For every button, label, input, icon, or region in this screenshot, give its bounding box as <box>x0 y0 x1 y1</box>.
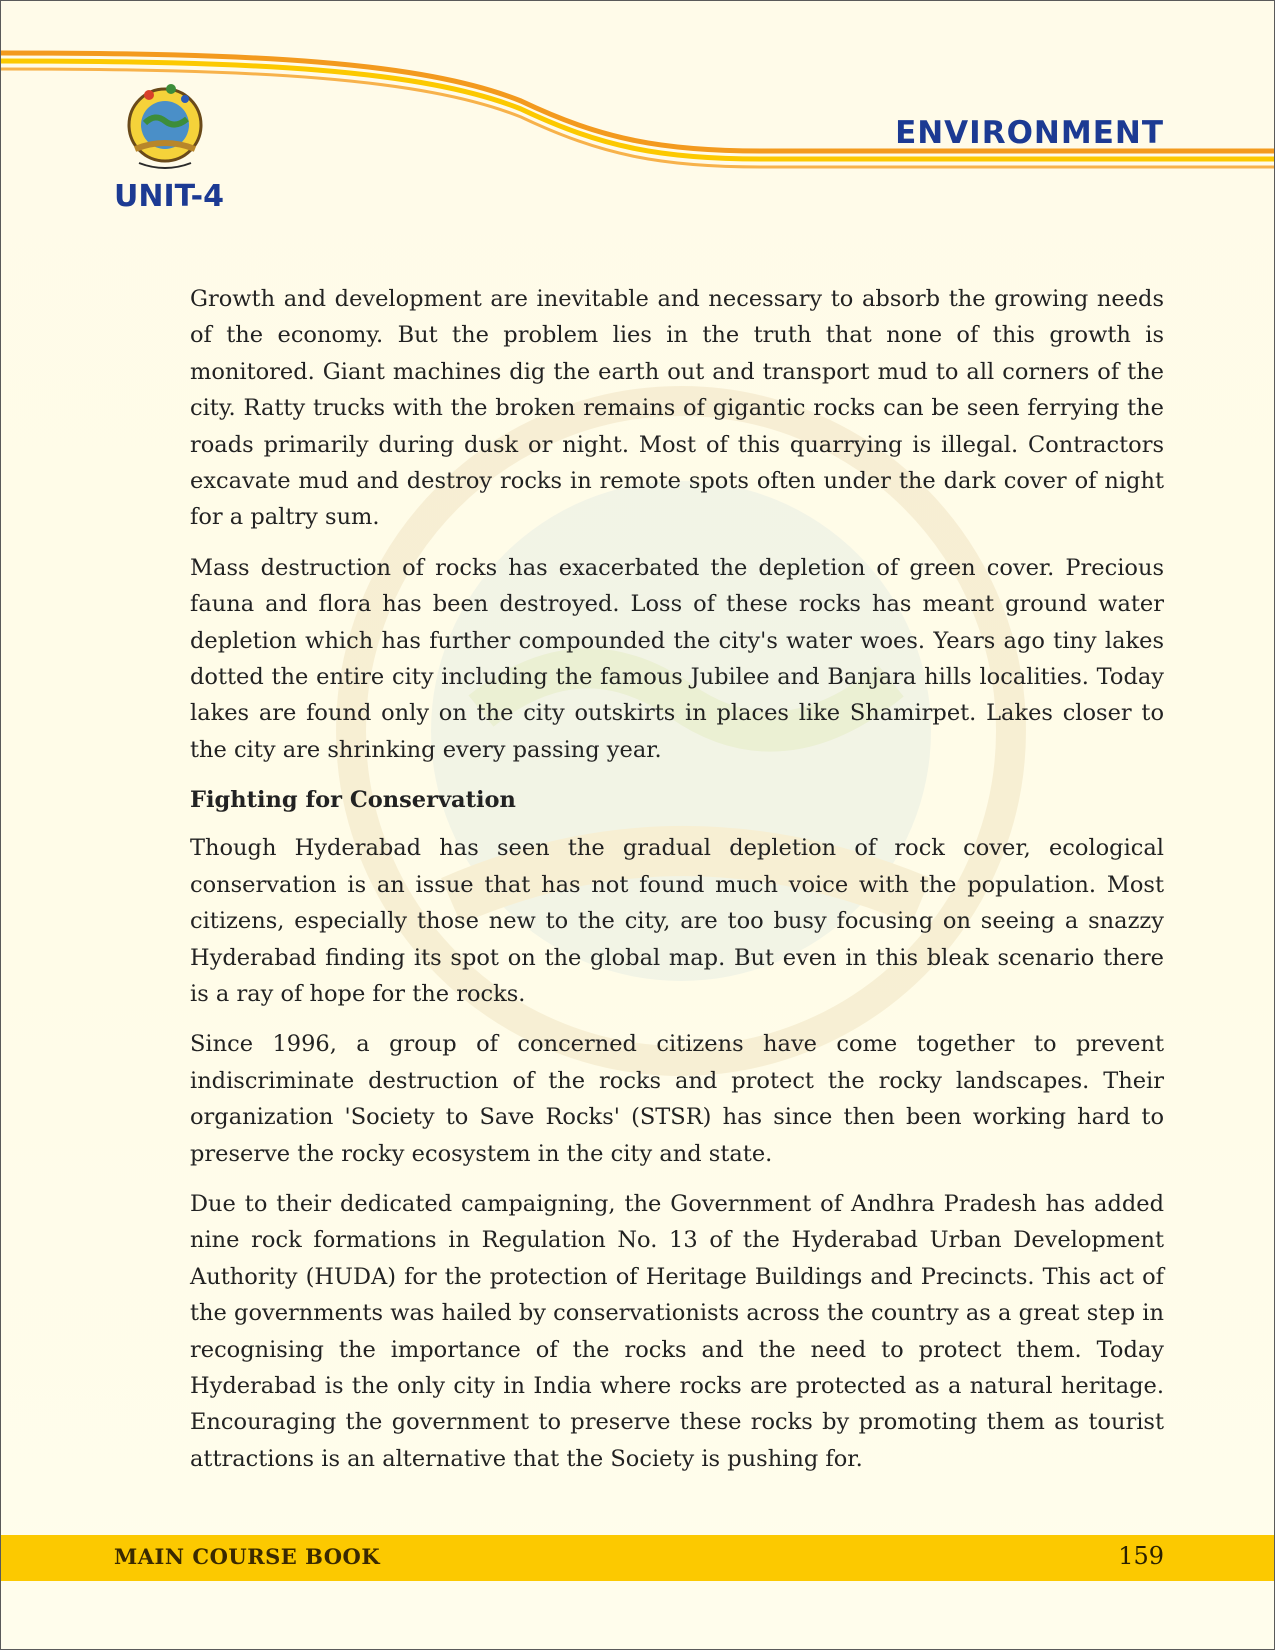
paragraph: Though Hyderabad has seen the gradual depletion of rock cover, ecological conservation is an issue that has not found much voice with the population. Most citizens, especially those new to the city, are too busy focusing on seeing a snazzy Hyderabad finding its spot on the global map. But even in this bleak scenario there is a ray of hope for the rocks. <box>190 835 1164 1007</box>
section-heading: Fighting for Conservation <box>190 787 516 814</box>
paragraph: Growth and development are inevitable and necessary to absorb the growing needs of the economy. But the problem lies in the truth that none of this growth is monitored. Giant machines dig the earth out and transport mud to all corners of the city. Ratty trucks with the broken remains of gigantic rocks can be seen ferrying the roads primarily during dusk or night. Most of this quarrying is illegal. Contractors excavate mud and destroy rocks in remote spots often under the dark cover of night for a paltry sum. <box>190 286 1164 531</box>
unit-label: UNIT-4 <box>114 179 225 214</box>
chapter-title: ENVIRONMENT <box>895 115 1164 151</box>
page-content <box>190 281 1164 1491</box>
paragraph: Since 1996, a group of concerned citizens have come together to prevent indiscriminate destruction of the rocks and protect the rocky landscapes. Their organization 'Society to Save Rocks' (STSR) has since then been working hard to preserve the rocky ecosystem in the city and state. <box>190 1031 1164 1167</box>
footer-book-title: MAIN COURSE BOOK <box>114 1544 381 1569</box>
paragraph: Due to their dedicated campaigning, the Government of Andhra Pradesh has added nine rock formations in Regulation No. 13 of the Hyderabad Urban Development Authority (HUDA) for the protection of Heritage Buildings and Precincts. This act of the governments was hailed by conservationists across the country as a great step in recognising the importance of the rocks and the need to protect them. Today Hyderabad is the only city in India where rocks are protected as a natural heritage. Encouraging the government to preserve these rocks by promoting them as tourist attractions is an alternative that the Society is pushing for. <box>190 1190 1164 1472</box>
paragraph: Mass destruction of rocks has exacerbated the depletion of green cover. Precious fauna and flora has been destroyed. Loss of these rocks has meant ground water depletion which has further compounded the city's water woes. Years ago tiny lakes dotted the entire city including the famous Jubilee and Banjara hills localities. Today lakes are found only on the city outskirts in places like Shamirpet. Lakes closer to the city are shrinking every passing year. <box>190 554 1164 763</box>
school-emblem-logo <box>119 79 211 179</box>
footer-band <box>1 1535 1274 1581</box>
page-number: 159 <box>1118 1542 1164 1570</box>
